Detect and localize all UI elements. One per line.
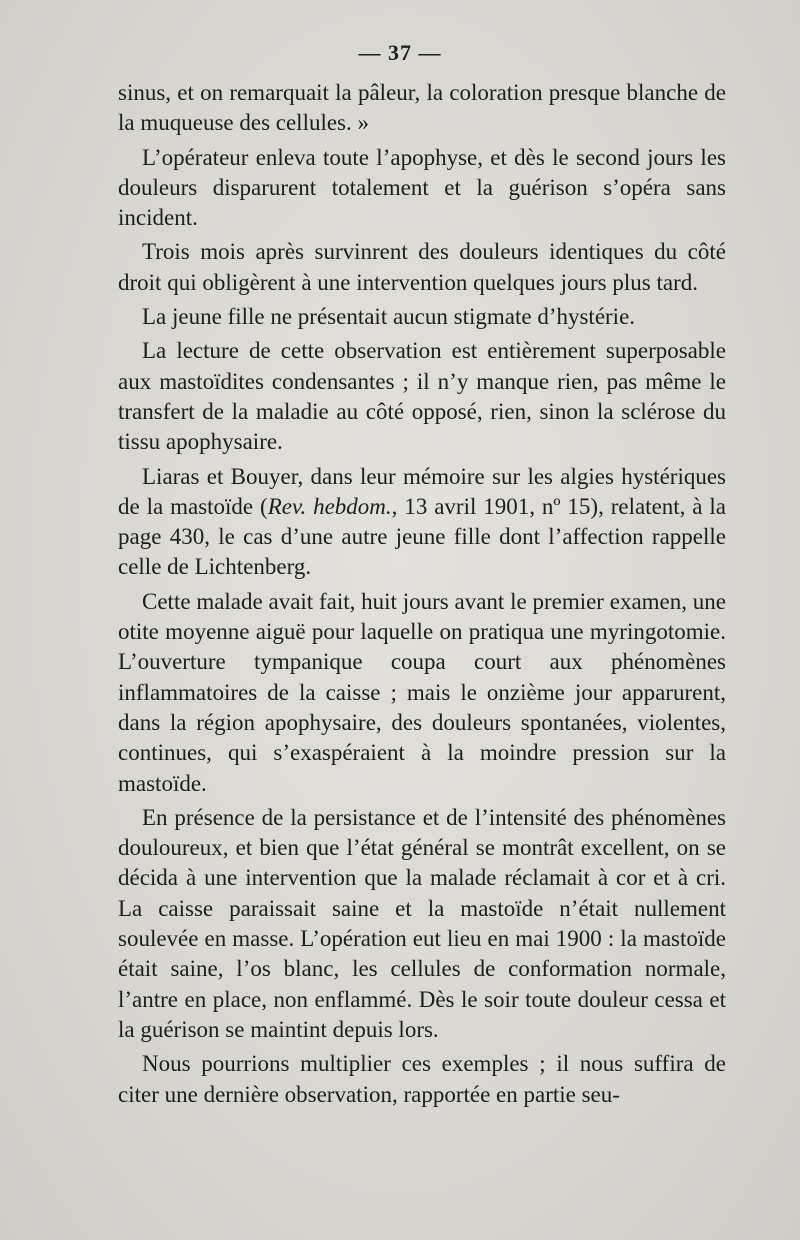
paragraph-8: En présence de la persistance et de l’intensité des phénomènes douloureux, et bien que l’état général se montrât excellent, on se décida à une intervention que la malade réclamait à cor et à cri. La caisse paraissait saine et la mastoïde n’était nullement soulevée en masse. L’opération eut lieu en mai 1900 : la mastoïde était saine, l’os blanc, les cellules de conformation normale, l’antre en place, non enflammé. Dès le soir toute douleur cessa et la guérison se maintint depuis lors. bbox=[118, 804, 726, 1042]
paragraph-5: La lecture de cette observation est entièrement superposable aux mastoïdites condensantes ; il n’y manque rien, pas même le transfert de la maladie au côté opposé, rien, sinon la sclérose du tissu apophysaire. bbox=[118, 338, 726, 455]
paragraph-9: Nous pourrions multiplier ces exemples ; il nous suffira de citer une dernière observation, rapportée en partie seu- bbox=[118, 1051, 726, 1107]
paragraph-6-text-before: Liaras et Bouyer, dans leur mémoire sur les algies hystériques de la mastoïde ( bbox=[118, 463, 726, 519]
paragraph-1: sinus, et on remarquait la pâleur, la coloration presque blanche de la muqueuse des cellules. » bbox=[118, 80, 726, 136]
journal-citation: Rev. hebdom. bbox=[267, 493, 392, 519]
paragraph-7: Cette malade avait fait, huit jours avant le premier examen, une otite moyenne aiguë pour laquelle on pratiqua une myringotomie. L’ouverture tympanique coupa court aux phénomènes inflammatoires de la caisse ; mais le onzième jour apparurent, dans la région apophysaire, des douleurs spontanées, violentes, continues, qui s’exaspéraient à la moindre pression sur la mastoïde. bbox=[118, 588, 726, 796]
paragraph-4: La jeune fille ne présentait aucun stigmate d’hystérie. bbox=[142, 304, 636, 330]
body-text bbox=[118, 78, 726, 1110]
paragraph-6 bbox=[118, 462, 726, 583]
paragraph-2: L’opérateur enleva toute l’apophyse, et dès le second jours les douleurs disparurent totalement et la guérison s’opéra sans incident. bbox=[118, 144, 726, 231]
paragraph-6-text-after: , 13 avril 1901, nº 15), relatent, à la page 430, le cas d’une autre jeune fille dont l’affection rappelle celle de Lichtenberg. bbox=[118, 493, 727, 580]
page-number: — 37 — bbox=[358, 40, 442, 65]
paragraph-3: Trois mois après survinrent des douleurs identiques du côté droit qui obligèrent à une intervention quelques jours plus tard. bbox=[118, 239, 726, 295]
